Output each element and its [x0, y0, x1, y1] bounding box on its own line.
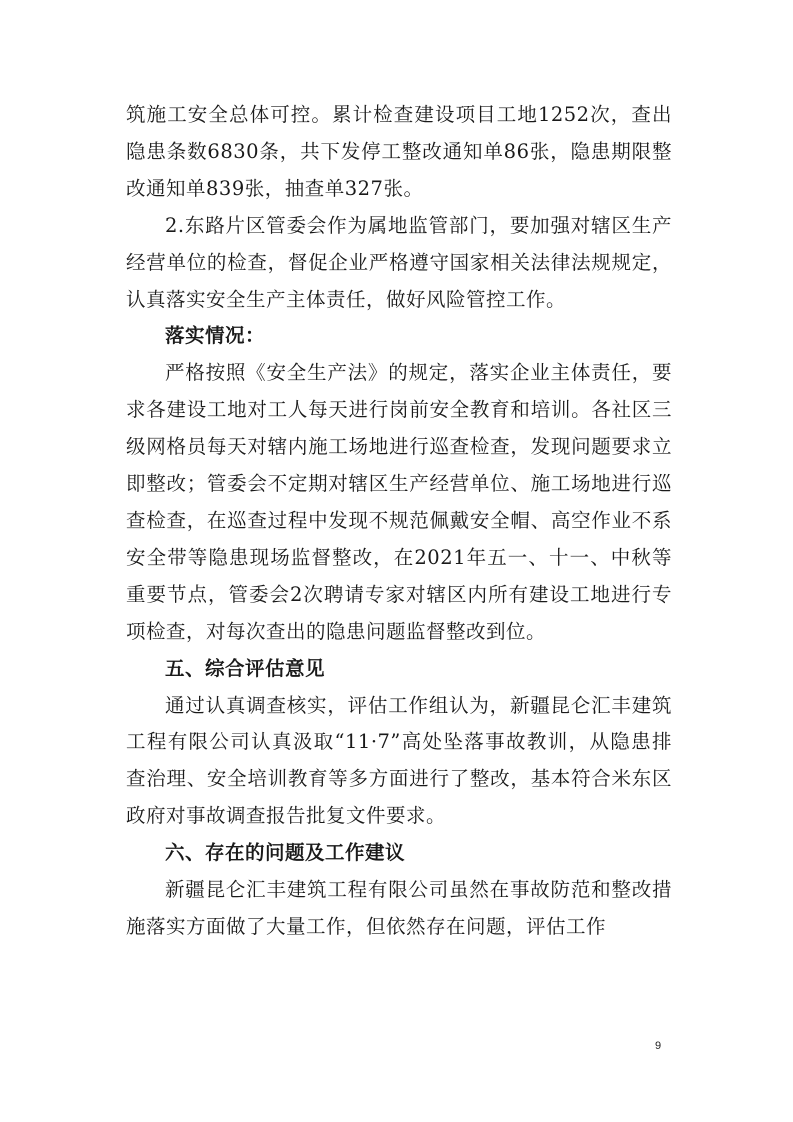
paragraph-statistics: 筑施工安全总体可控。累计检查建设项目工地1252次，查出隐患条数6830条，共下发停工整改通知单86张，隐患期限整改通知单839张，抽查单327张。: [126, 103, 672, 200]
document-body: [126, 97, 672, 946]
paragraph-implementation-details: 严格按照《安全生产法》的规定，落实企业主体责任，要求各建设工地对工人每天进行岗前安全教育和培训。各社区三级网格员每天对辖内施工场地进行巡查检查，发现问题要求立即整改；管委会不定期对辖区生产经营单位、施工场地进行巡查检查，在巡查过程中发现不规范佩戴安全帽、高空作业不系安全带等隐患现场监督整改，在2021年五一、十一、中秋等重要节点，管委会2次聘请专家对辖区内所有建设工地进行专项检查，对每次查出的隐患问题监督整改到位。: [126, 361, 672, 643]
page-number: 9: [655, 1040, 662, 1052]
paragraph-assessment-opinion: 通过认真调查核实，评估工作组认为，新疆昆仑汇丰建筑工程有限公司认真汲取“11·7”高处坠落事故教训，从隐患排查治理、安全培训教育等多方面进行了整改，基本符合米东区政府对事故调查报告批复文件要求。: [126, 693, 672, 828]
heading-section-6: 六、存在的问题及工作建议: [165, 841, 406, 865]
heading-section-5: 五、综合评估意见: [165, 656, 326, 680]
paragraph-problems-intro: 新疆昆仑汇丰建筑工程有限公司虽然在事故防范和整改措施落实方面做了大量工作，但依然存在问题，评估工作: [126, 878, 672, 938]
heading-implementation: 落实情况：: [165, 324, 266, 348]
paragraph-requirement-2: 2.东路片区管委会作为属地监管部门，要加强对辖区生产经营单位的检查，督促企业严格遵守国家相关法律法规规定，认真落实安全生产主体责任，做好风险管控工作。: [126, 213, 672, 311]
